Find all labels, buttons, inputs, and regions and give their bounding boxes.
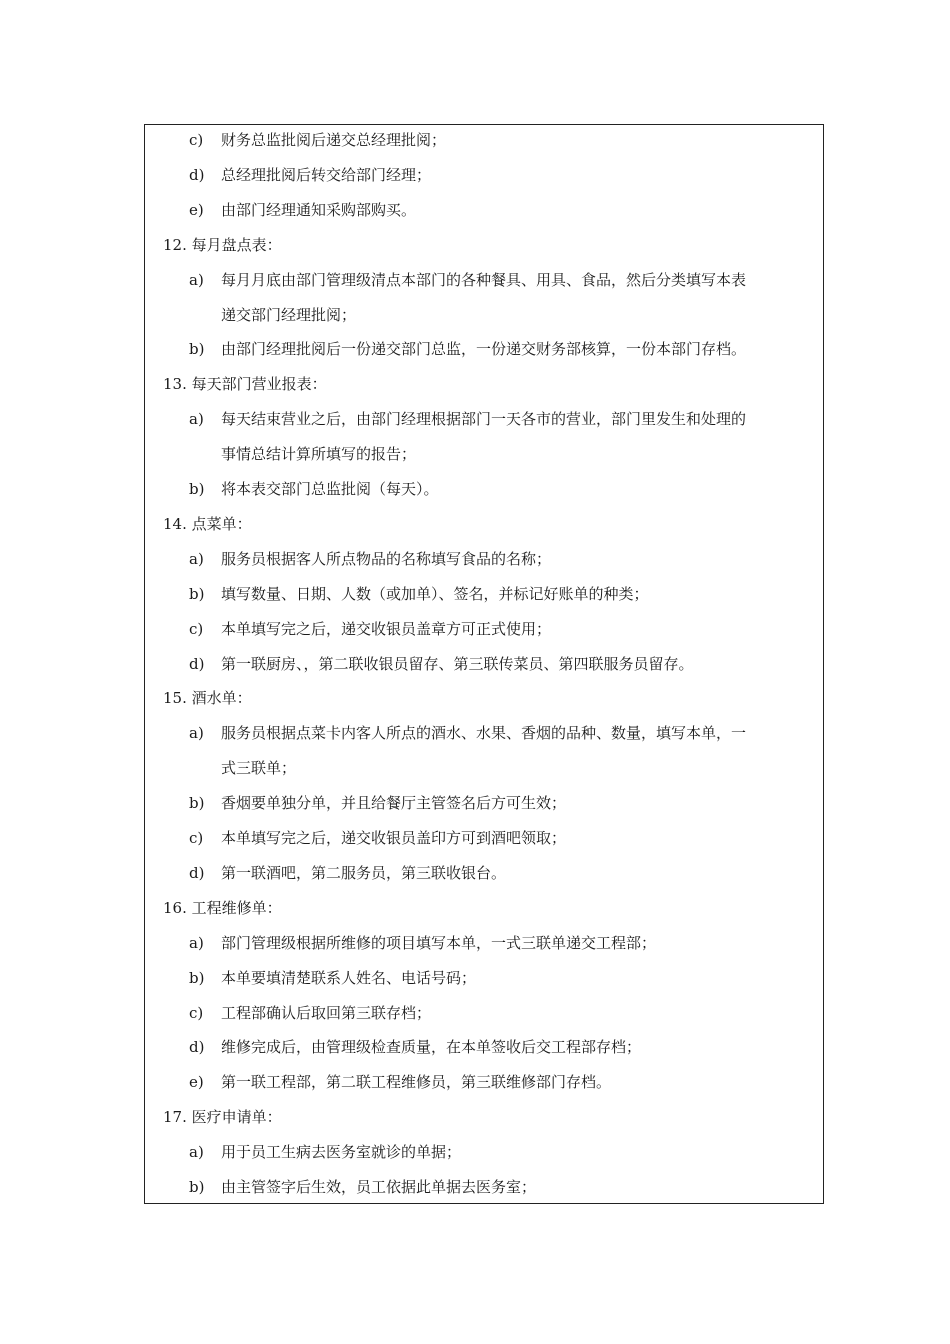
list-item-text: 本单填写完之后，递交收银员盖章方可正式使用；: [221, 620, 552, 638]
list-item-text: 第一联厨房、，第二联收银员留存、第三联传菜员、第四联服务员留存。: [221, 655, 694, 673]
list-item-marker: c): [189, 131, 204, 149]
list-item-text: 第一联工程部，第二联工程维修员，第三联维修部门存档。: [221, 1073, 612, 1091]
list-item-marker: c): [189, 1004, 204, 1022]
list-item-marker: a): [189, 934, 204, 952]
list-item-text: 第一联酒吧，第二服务员，第三联收银台。: [221, 864, 507, 882]
list-item-marker: b): [189, 585, 205, 603]
list-item-text: 由部门经理通知采购部购买。: [221, 201, 417, 219]
list-item-text: 由主管签字后生效，员工依据此单据去医务室；: [221, 1178, 537, 1196]
section-heading: 12. 每月盘点表：: [163, 236, 282, 254]
list-item-text: 本单填写完之后，递交收银员盖印方可到酒吧领取；: [221, 829, 567, 847]
list-item-text: 每天结束营业之后，由部门经理根据部门一天各市的营业，部门里发生和处理的: [221, 410, 747, 428]
list-item-text: 将本表交部门总监批阅（每天）。: [221, 480, 439, 498]
list-item-marker: c): [189, 829, 204, 847]
list-item-text: 总经理批阅后转交给部门经理；: [221, 166, 432, 184]
list-item-text: 服务员根据点菜卡内客人所点的酒水、水果、香烟的品种、数量，填写本单，一: [221, 724, 747, 742]
list-item-text: 香烟要单独分单，并且给餐厅主管签名后方可生效；: [221, 794, 567, 812]
list-item-marker: e): [189, 201, 204, 219]
list-item-marker: b): [189, 1178, 205, 1196]
list-item-continuation: 事情总结计算所填写的报告；: [221, 445, 417, 463]
list-item-marker: d): [189, 166, 205, 184]
list-item-marker: e): [189, 1073, 204, 1091]
list-item-marker: b): [189, 480, 205, 498]
section-heading: 13. 每天部门营业报表：: [163, 375, 327, 393]
list-item-marker: a): [189, 410, 204, 428]
list-item-marker: b): [189, 969, 205, 987]
list-item-marker: a): [189, 271, 204, 289]
list-item-marker: d): [189, 864, 205, 882]
list-item-marker: c): [189, 620, 204, 638]
list-item-text: 部门管理级根据所维修的项目填写本单，一式三联单递交工程部；: [221, 934, 657, 952]
list-item-marker: b): [189, 340, 205, 358]
list-item-text: 工程部确认后取回第三联存档；: [221, 1004, 432, 1022]
section-heading: 16. 工程维修单：: [163, 899, 282, 917]
document-frame: [144, 124, 824, 1204]
list-item-text: 由部门经理批阅后一份递交部门总监，一份递交财务部核算，一份本部门存档。: [221, 340, 747, 358]
list-item-text: 本单要填清楚联系人姓名、电话号码；: [221, 969, 477, 987]
list-item-text: 服务员根据客人所点物品的名称填写食品的名称；: [221, 550, 552, 568]
section-heading: 14. 点菜单：: [163, 515, 252, 533]
list-item-marker: a): [189, 550, 204, 568]
list-item-continuation: 递交部门经理批阅；: [221, 306, 357, 324]
list-item-text: 用于员工生病去医务室就诊的单据；: [221, 1143, 462, 1161]
list-item-marker: d): [189, 655, 205, 673]
list-item-marker: d): [189, 1038, 205, 1056]
list-item-text: 填写数量、日期、人数（或加单）、签名，并标记好账单的种类；: [221, 585, 649, 603]
section-heading: 15. 酒水单：: [163, 689, 252, 707]
list-item-marker: b): [189, 794, 205, 812]
list-item-text: 财务总监批阅后递交总经理批阅；: [221, 131, 447, 149]
list-item-text: 每月月底由部门管理级清点本部门的各种餐具、用具、食品，然后分类填写本表: [221, 271, 747, 289]
list-item-marker: a): [189, 724, 204, 742]
list-item-text: 维修完成后，由管理级检查质量，在本单签收后交工程部存档；: [221, 1038, 642, 1056]
list-item-marker: a): [189, 1143, 204, 1161]
list-item-continuation: 式三联单；: [221, 759, 297, 777]
section-heading: 17. 医疗申请单：: [163, 1108, 282, 1126]
